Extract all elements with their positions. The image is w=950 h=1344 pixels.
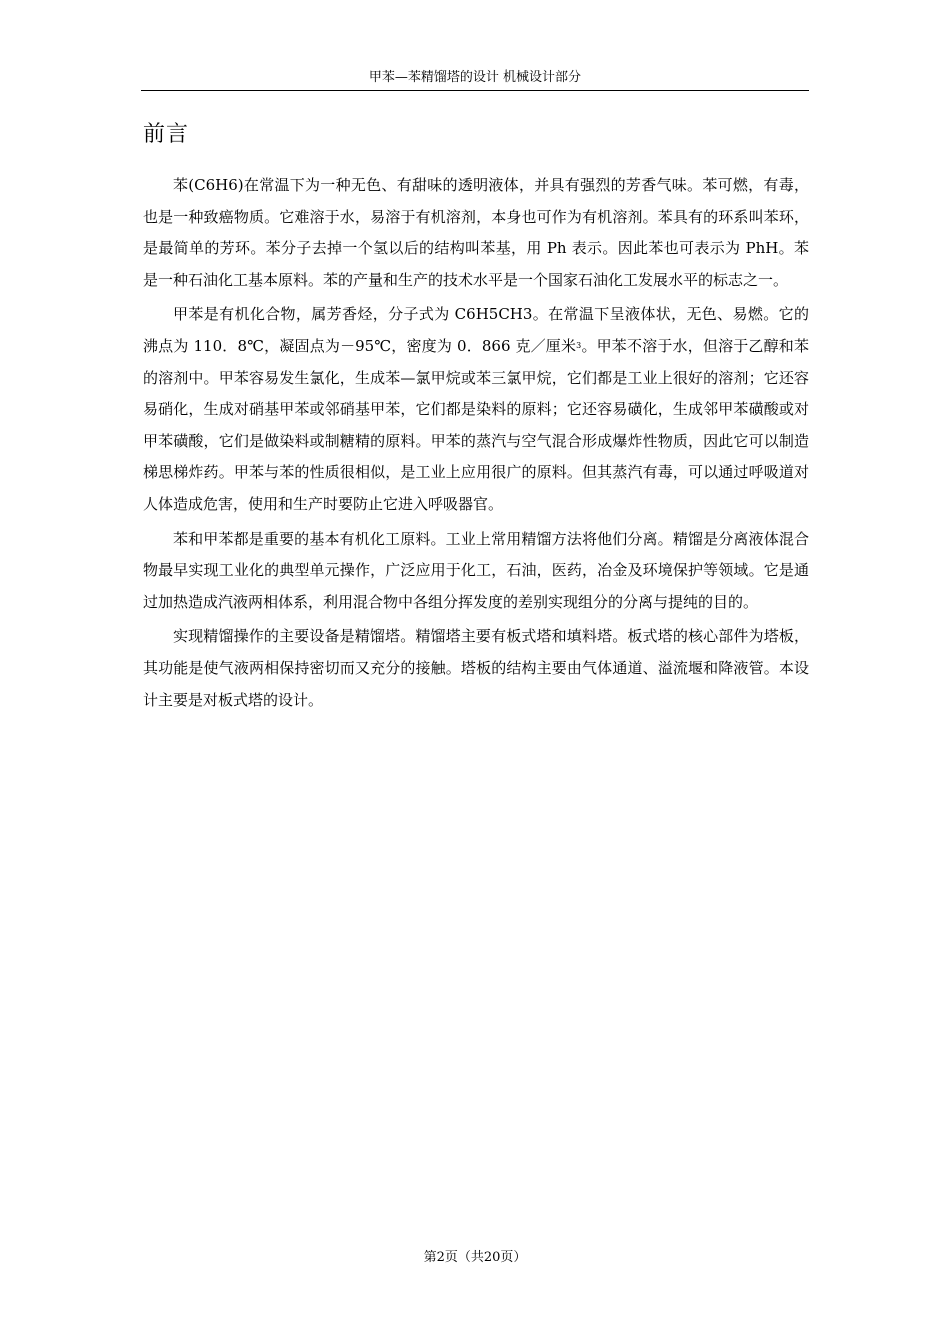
paragraph-toluene-part1: 甲苯是有机化合物，属芳香烃，分子式为 C6H5CH3。在常温下呈液体状，无色、易燃。它的沸点为 110．8℃，凝固点为－95℃，密度为 0．866 克／厘米 [143,305,809,355]
paragraph-toluene [143,299,809,520]
paragraph-distillation: 苯和甲苯都是重要的基本有机化工原料。工业上常用精馏方法将他们分离。精馏是分离液体混合物最早实现工业化的典型单元操作，广泛应用于化工，石油，医药，冶金及环境保护等领域。它是通过加热造成汽液两相体系，利用混合物中各组分挥发度的差别实现组分的分离与提纯的目的。 [143,529,809,611]
page-footer [0,1249,950,1267]
cubic-superscript: 3 [576,340,582,350]
header-title: 甲苯—苯精馏塔的设计 机械设计部分 [368,70,582,85]
paragraph-column: 实现精馏操作的主要设备是精馏塔。精馏塔主要有板式塔和填料塔。板式塔的核心部件为塔板，其功能是使气液两相保持密切而又充分的接触。塔板的结构主要由气体通道、溢流堰和降液管。本设计主要是对板式塔的设计。 [143,627,809,709]
paragraph-toluene-part2: 。甲苯不溶于水，但溶于乙醇和苯的溶剂中。甲苯容易发生氯化，生成苯—氯甲烷或苯三氯甲烷，它们都是工业上很好的溶剂；它还容易硝化，生成对硝基甲苯或邻硝基甲苯，它们都是染料的原料；它还容易磺化，生成邻甲苯磺酸或对甲苯磺酸，它们是做染料或制糖精的原料。甲苯的蒸汽与空气混合形成爆炸性物质，因此它可以制造梯思梯炸药。甲苯与苯的性质很相似，是工业上应用很广的原料。但其蒸汽有毒，可以通过呼吸道对人体造成危害，使用和生产时要防止它进入呼吸器官。 [143,336,809,513]
body-text [143,170,809,719]
paragraph-benzene: 苯(C6H6)在常温下为一种无色、有甜味的透明液体，并具有强烈的芳香气味。苯可燃，有毒，也是一种致癌物质。它难溶于水，易溶于有机溶剂，本身也可作为有机溶剂。苯具有的环系叫苯环，是最简单的芳环。苯分子去掉一个氢以后的结构叫苯基，用 Ph 表示。因此苯也可表示为 PhH。苯是一种石油化工基本原料。苯的产量和生产的技术水平是一个国家石油化工发展水平的标志之一。 [143,176,809,289]
page-number: 第2页（共20页） [423,1250,527,1265]
running-header [141,68,809,91]
section-heading: 前言 [143,122,190,147]
